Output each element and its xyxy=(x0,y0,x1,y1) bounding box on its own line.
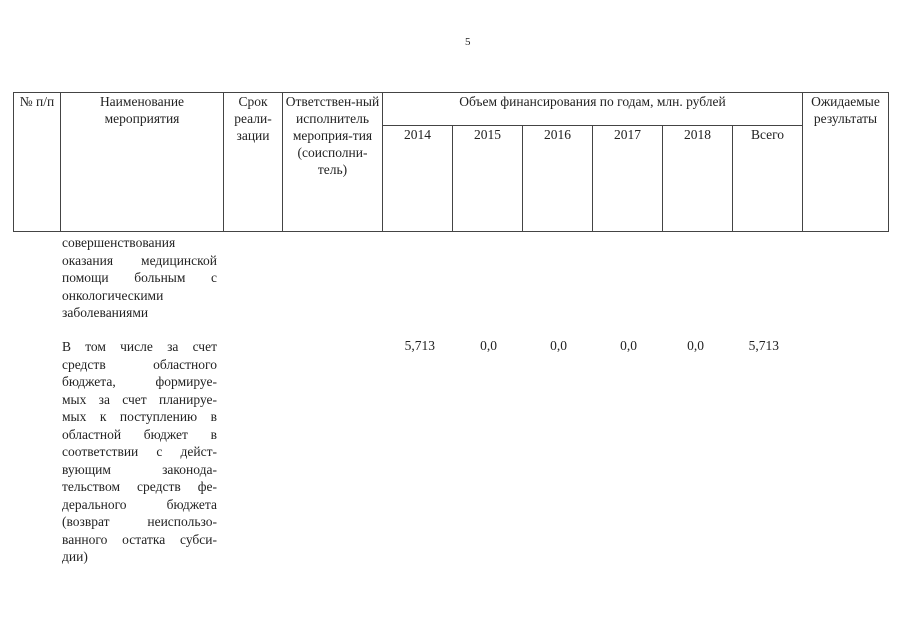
value-2018: 0,0 xyxy=(687,338,704,353)
header-year-2018: 2018 xyxy=(663,126,733,232)
header-name: Наименование мероприятия xyxy=(61,93,224,232)
header-year-2014: 2014 xyxy=(383,126,453,232)
text-line: бюджета, формируе- xyxy=(62,374,217,389)
value-2017: 0,0 xyxy=(620,338,637,353)
text-line: дерального бюджета xyxy=(62,496,217,512)
text-line: оказания медицинской xyxy=(62,252,217,268)
value-2016: 0,0 xyxy=(550,338,567,353)
header-year-2016: 2016 xyxy=(523,126,593,232)
text-line: областной бюджет в xyxy=(62,426,217,442)
text-line: В том числе за счет xyxy=(62,339,217,354)
header-year-2015: 2015 xyxy=(453,126,523,232)
text-line: помощи больным с xyxy=(62,270,217,285)
text-line: онкологическими xyxy=(62,287,164,303)
text-line: заболеваниями xyxy=(62,305,149,320)
text-line: (возврат неиспользо- xyxy=(62,514,217,529)
text-line: совершенствования xyxy=(62,235,176,250)
header-number: № п/п xyxy=(14,93,61,232)
header-year-2017: 2017 xyxy=(593,126,663,232)
value-total: 5,713 xyxy=(748,338,779,353)
header-results: Ожидаемые результаты xyxy=(803,93,889,232)
header-term: Срок реали-зации xyxy=(224,93,283,232)
text-line: вующим законода- xyxy=(62,461,217,477)
page-number: 5 xyxy=(465,36,471,48)
value-2014: 5,713 xyxy=(404,338,435,353)
continuation-text xyxy=(62,234,217,322)
text-line: тельством средств фе- xyxy=(62,479,217,494)
header-total: Всего xyxy=(733,126,803,232)
table-header xyxy=(13,92,889,232)
text-line: ванного остатка субси- xyxy=(62,531,217,547)
text-line: мых к поступлению в xyxy=(62,409,217,424)
text-line: средств областного xyxy=(62,356,217,372)
text-line: дии) xyxy=(62,549,88,564)
header-funding: Объем финансирования по годам, млн. рублей xyxy=(383,93,803,126)
header-executor: Ответствен-ный исполнитель мероприя-тия (соисполни-тель) xyxy=(283,93,383,232)
text-line: мых за счет планируе- xyxy=(62,391,217,407)
value-2015: 0,0 xyxy=(480,338,497,353)
text-line: соответствии с дейст- xyxy=(62,444,217,459)
row-description xyxy=(62,338,217,566)
